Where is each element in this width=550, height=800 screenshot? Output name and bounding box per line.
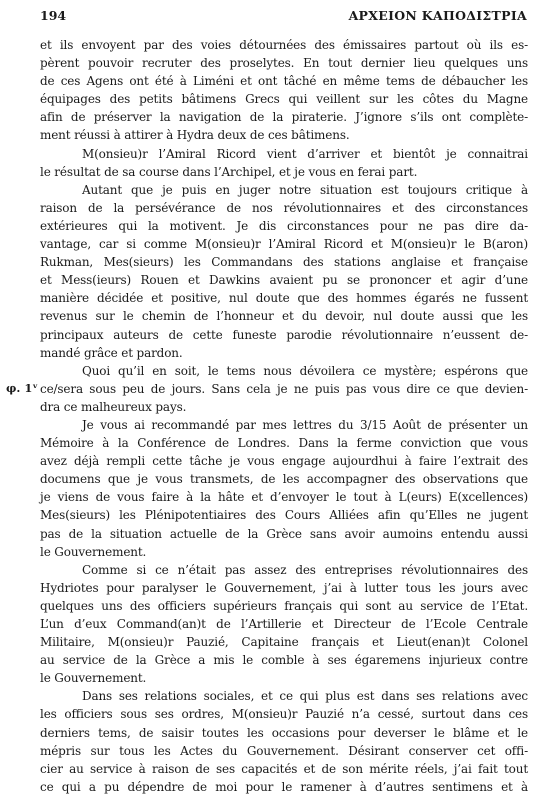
document-body: [40, 36, 528, 796]
text-line: et ils envoyent par des voies détournées des émissaires partout où ils es-: [40, 38, 528, 52]
text-line: principaux auteurs de cette funeste parodie révolutionnaire n’eussent de-: [40, 327, 528, 342]
text-line: pèrent pouvoir recruter des proselytes. En tout dernier lieu quelques uns: [40, 56, 528, 71]
text-line: Mémoire à la Conférence de Londres. Dans la ferme conviction que vous: [40, 436, 528, 451]
text-line: L’un d’eux Command(an)t de l’Artillerie et Directeur de l’Ecole Centrale: [40, 617, 528, 631]
text-line: et Mess(ieurs) Rouen et Dawkins avaient pu se prononcer et agir d’une: [40, 273, 528, 288]
text-line: Autant que je puis en juger notre situation est toujours critique à: [82, 182, 528, 197]
text-line: quelques uns des officiers supérieurs français qui sont au service de l’Etat.: [40, 598, 528, 613]
text-line: derniers tems, de saisir toutes les occasions pour deverser le blâme et le: [40, 725, 528, 740]
text-line: afin de préserver la navigation de la piraterie. J’ignore s’ils ont complète-: [40, 110, 528, 125]
text-line: ment réussi à attirer à Hydra deux de ces bâtimens.: [40, 128, 350, 143]
text-line: vantage, car si comme M(onsieu)r l’Amiral Ricord et M(onsieu)r le B(aron): [40, 237, 528, 252]
text-line: Rukman, Mes(sieurs) les Commandans des stations anglaise et française: [40, 255, 528, 270]
text-line: avez déjà rempli cette tâche je vous engage aujourdhui à faire l’extrait des: [40, 454, 528, 469]
text-line: Hydriotes pour paralyser le Gouvernement, j’ai à lutter tous les jours avec: [40, 580, 528, 595]
text-line: revenus sur le chemin de l’honneur et du devoir, nul doute aussi que les: [40, 309, 528, 324]
text-line: Militaire, M(onsieu)r Pauzié, Capitaine français et Lieut(enan)t Colonel: [40, 635, 528, 650]
text-line: au service de la Grèce a mis le comble à ses égaremens injurieux contre: [40, 653, 528, 668]
folio-margin-note: φ. 1ᵛ: [6, 380, 39, 395]
text-line: Quoi qu’il en soit, le tems nous dévoilera ce mystère; espérons que: [82, 363, 528, 378]
text-line: extérieures qui la motivent. Je dis circonstances pour ne pas dire da-: [40, 218, 528, 233]
text-line: Mes(sieurs) les Plénipotentiaires des Cours Alliées afin qu’Elles ne jugent: [40, 508, 528, 523]
text-line: le résultat de sa course dans l’Archipel, et je vous en ferai part.: [40, 164, 418, 179]
text-line: Comme si ce n’était pas assez des entreprises révolutionnaires des: [82, 562, 528, 577]
text-line: ce qui a pu dépendre de moi pour le ramener à d’autres sentimens et à: [40, 779, 528, 794]
text-line: je viens de vous faire à la hâte et d’envoyer le tout à L(eurs) E(xcellences): [40, 490, 528, 505]
text-line: manière décidée et positive, nul doute que des hommes égarés ne fussent: [40, 291, 528, 306]
text-line: Dans ses relations sociales, et ce qui plus est dans ses relations avec: [82, 689, 528, 704]
text-line: cier au service à raison de ses capacités et de son mérite réels, j’ai fait tout: [40, 761, 528, 776]
text-line: raison de la persévérance de nos révolutionnaires et des circonstances: [40, 200, 528, 215]
text-line: le Gouvernement.: [40, 671, 147, 686]
text-line: mépris sur tous les Actes du Gouvernement. Désirant conserver cet offi-: [40, 743, 528, 758]
text-line: le Gouvernement.: [40, 544, 147, 559]
text-line: Je vous ai recommandé par mes lettres du 3/15 Août de présenter un: [82, 417, 528, 432]
text-line: M(onsieu)r l’Amiral Ricord vient d’arriver et bientôt je connaitrai: [82, 146, 528, 161]
text-line: documens que je vous transmets, de les accompagner des observations que: [40, 472, 528, 487]
text-line: mandé grâce et pardon.: [40, 345, 183, 360]
text-line: pas de la situation actuelle de la Grèce sans avoir aumoins entendu aussi: [40, 526, 528, 541]
running-title: ΑΡΧΕΙΟΝ ΚΑΠΟΔΙΣΤΡΙΑ: [348, 8, 527, 23]
text-line: les officiers sous ses ordres, M(onsieu)r Pauzié n’a cessé, surtout dans ces: [40, 707, 528, 722]
text-line: ce/sera sous peu de jours. Sans cela je ne puis pas vous dire ce que devien-: [40, 381, 528, 396]
running-header: [40, 8, 527, 26]
text-line: équipages des petits bâtimens Grecs qui veillent sur les côtes du Magne: [40, 92, 528, 107]
text-line: dra ce malheureux pays.: [40, 399, 187, 414]
text-line: de ces Agens ont été à Liméni et ont tâché en même tems de débaucher les: [40, 74, 528, 89]
page-number: 194: [40, 8, 67, 23]
